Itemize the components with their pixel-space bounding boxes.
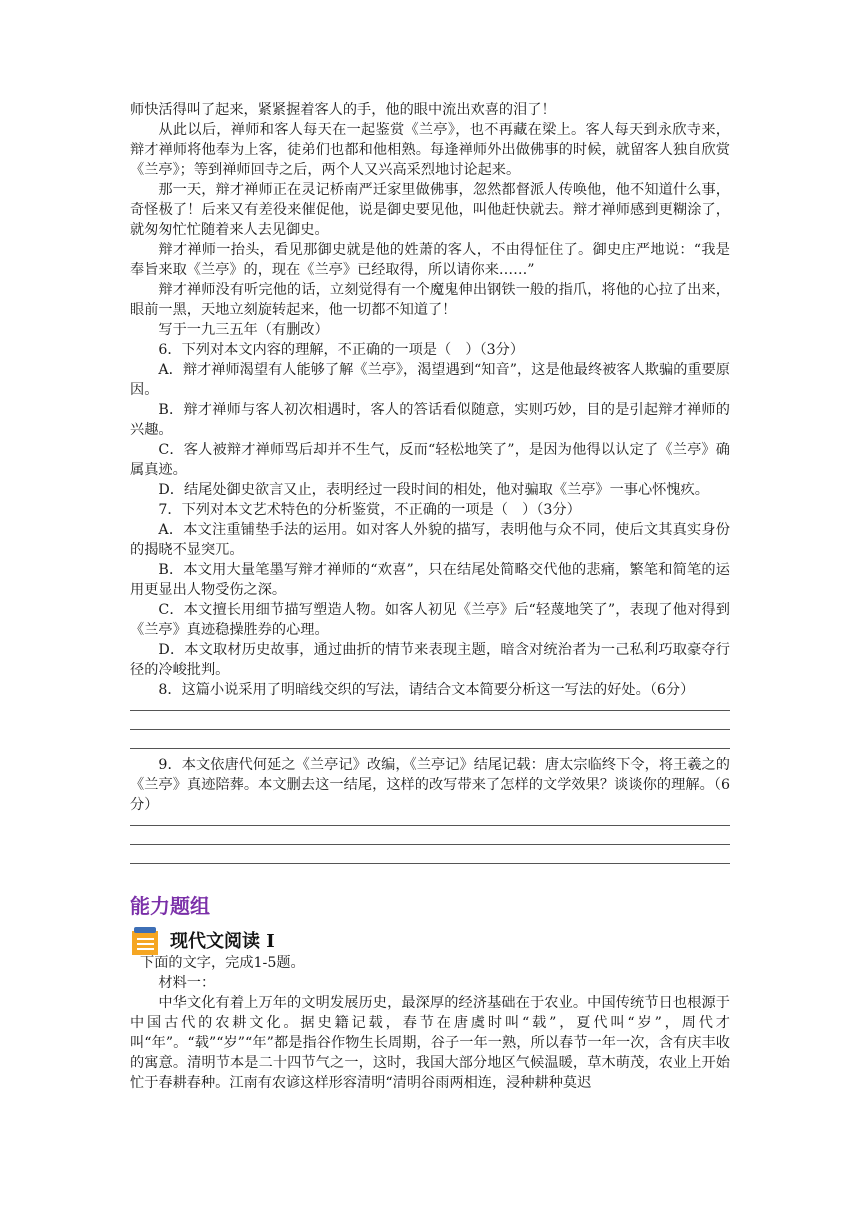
story-date-note: 写于一九三五年（有删改）	[158, 322, 329, 338]
story-paragraph: 师快活得叫了起来，紧紧握着客人的手，他的眼中流出欢喜的泪了！	[130, 102, 556, 118]
story-paragraph: 辩才禅师没有听完他的话，立刻觉得有一个魔鬼伸出钢铁一般的指爪，将他的心拉了出来，眼前一黑，天地立刻旋转起来，他一切都不知道了！	[130, 282, 730, 318]
section-title: 能力题组	[130, 894, 210, 918]
material-paragraph: 中华文化有着上万年的文明发展历史，最深厚的经济基础在于农业。中国传统节日也根源于中国古代的农耕文化。据史籍记载，春节在唐虞时叫“载”，夏代叫“岁”，周代才叫“年”。“载”“岁”“年”都是指谷作物生长周期，谷子一年一熟，所以春节一年一次，含有庆丰收的寓意。清明节本是二十四节气之一，这时，我国大部分地区气候温暖，草木萌茂，农业上开始忙于春耕春种。江南有农谚这样形容清明“清明谷雨两相连，浸种耕种莫迟	[130, 995, 730, 1091]
subsection-title: 现代文阅读 I	[170, 931, 275, 952]
question-7-option-b: B．本文用大量笔墨写辩才禅师的“欢喜”，只在结尾处简略交代他的悲痛，繁笔和简笔的运用更显出人物受伤之深。	[130, 562, 730, 598]
question-7-option-c: C．本文擅长用细节描写塑造人物。如客人初见《兰亭》后“轻蔑地笑了”，表现了他对得到《兰亭》真迹稳操胜券的心理。	[130, 602, 730, 638]
question-7-option-d: D．本文取材历史故事，通过曲折的情节来表现主题，暗含对统治者为一己私利巧取豪夺行径的冷峻批判。	[130, 642, 730, 678]
story-paragraph: 从此以后，禅师和客人每天在一起鉴赏《兰亭》，也不再藏在梁上。客人每天到永欣寺来，辩才禅师将他奉为上客，徒弟们也都和他相熟。每逢禅师外出做佛事的时候，就留客人独自欣赏《兰亭》；等到禅师回寺之后，两个人又兴高采烈地讨论起来。	[130, 122, 730, 178]
question-6-stem: 6．下列对本文内容的理解，不正确的一项是（ ）（3分）	[158, 342, 525, 358]
question-7-option-a: A．本文注重铺垫手法的运用。如对客人外貌的描写，表明他与众不同，使后文其真实身份的揭晓不显突兀。	[130, 522, 730, 558]
question-7-stem: 7．下列对本文艺术特色的分析鉴赏，不正确的一项是（ ）（3分）	[158, 502, 581, 518]
question-6-option-a: A．辩才禅师渴望有人能够了解《兰亭》，渴望遇到“知音”，这是他最终被客人欺骗的重要原因。	[130, 362, 730, 398]
question-6-option-d: D．结尾处御史欲言又止，表明经过一段时间的相处，他对骗取《兰亭》一事心怀愧疚。	[158, 482, 709, 498]
question-6-option-c: C．客人被辩才禅师骂后却并不生气，反而“轻松地笑了”，是因为他得以认定了《兰亭》确属真迹。	[130, 442, 730, 478]
subsection-header	[130, 927, 730, 953]
question-9-stem: 9．本文依唐代何延之《兰亭记》改编，《兰亭记》结尾记载：唐太宗临终下令，将王羲之的《兰亭》真迹陪葬。本文删去这一结尾，这样的改写带来了怎样的文学效果？谈谈你的理解。（6分）	[130, 757, 730, 813]
story-paragraph: 辩才禅师一抬头，看见那御史就是他的姓萧的客人，不由得怔住了。御史庄严地说：“我是奉旨来取《兰亭》的，现在《兰亭》已经取得，所以请你来……”	[130, 242, 730, 278]
question-8-stem: 8．这篇小说采用了明暗线交织的写法，请结合文本简要分析这一写法的好处。（6分）	[158, 682, 695, 698]
document-page	[130, 100, 730, 1093]
notebook-icon	[130, 925, 162, 955]
instruction-text: 下面的文字，完成1-5题。	[140, 955, 305, 971]
story-paragraph: 那一天，辩才禅师正在灵记桥南严迁家里做佛事，忽然都督派人传唤他，他不知道什么事，奇怪极了！后来又有差役来催促他，说是御史要见他，叫他赶快就去。辩才禅师感到更糊涂了，就匆匆忙忙随着来人去见御史。	[130, 182, 730, 238]
material-label: 材料一：	[158, 975, 216, 991]
question-6-option-b: B．辩才禅师与客人初次相遇时，客人的答话看似随意，实则巧妙，目的是引起辩才禅师的兴趣。	[130, 402, 730, 438]
